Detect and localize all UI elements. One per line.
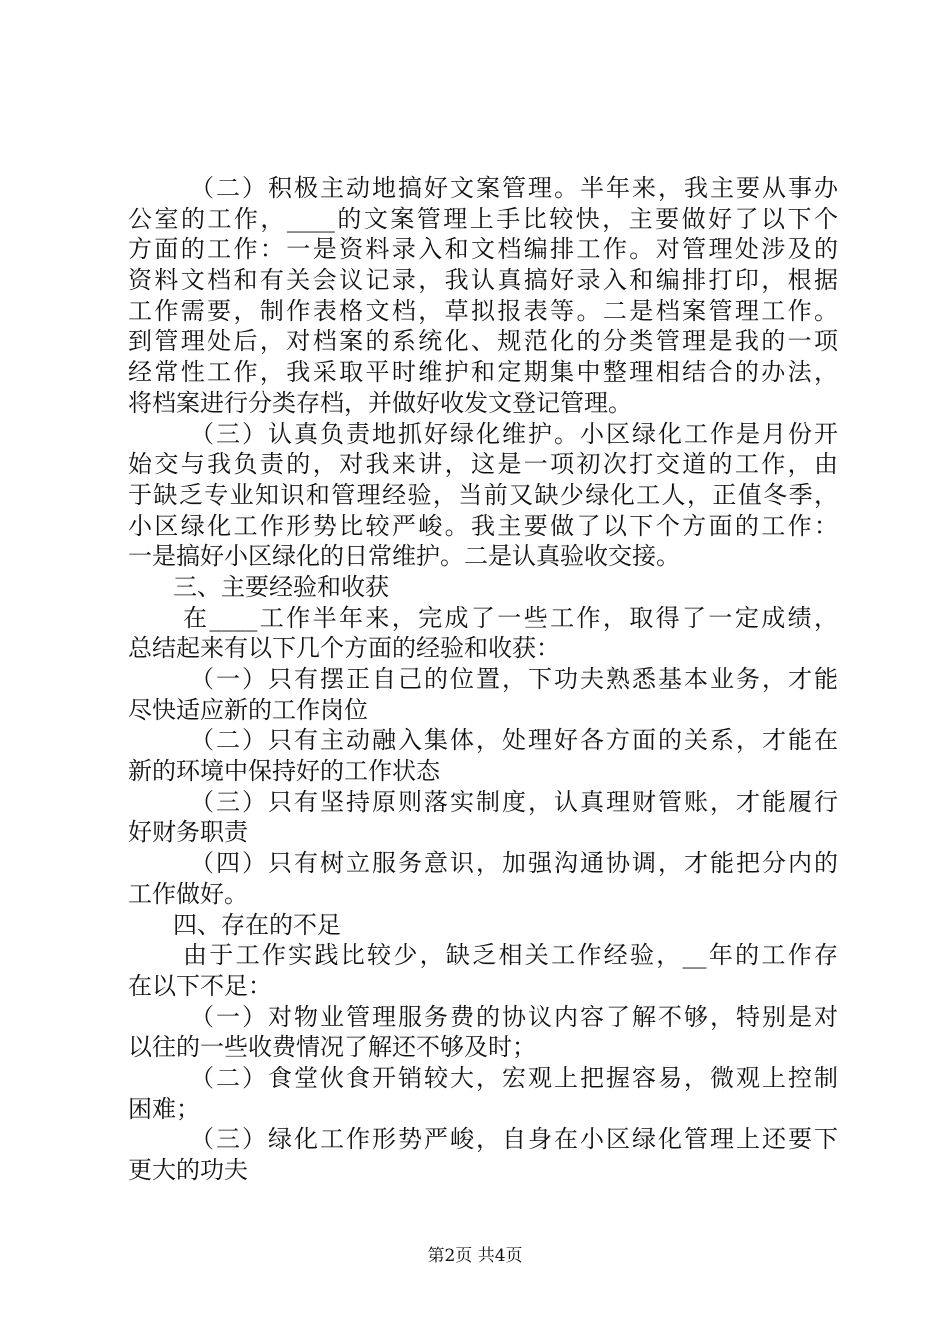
paragraph-line: （二）积极主动地搞好文案管理。半年来，我主要从事办 <box>190 174 838 202</box>
paragraph-line: 困难； <box>128 1094 200 1123</box>
paragraph-line: 小区绿化工作形势比较严峻。我主要做了以下个方面的工作： <box>128 511 838 540</box>
paragraph-line: （一）只有摆正自己的位置，下功夫熟悉基本业务，才能 <box>190 665 838 693</box>
paragraph-line: （四）只有树立服务意识，加强沟通协调，才能把分内的 <box>190 849 838 878</box>
paragraph-line: 由于工作实践比较少，缺乏相关工作经验，__年的工作存 <box>183 941 838 970</box>
paragraph-line: （三）只有坚持原则落实制度，认真理财管账，才能履行 <box>190 787 838 816</box>
section-heading: 四、存在的不足 <box>173 910 341 939</box>
paragraph-line: 经常性工作，我采取平时维护和定期集中整理相结合的办法， <box>128 358 838 387</box>
paragraph-line: 工作做好。 <box>128 879 248 908</box>
paragraph-line: （三）认真负责地抓好绿化维护。小区绿化工作是月份开 <box>190 419 838 448</box>
paragraph-line: 好财务职责 <box>128 818 248 847</box>
section-heading: 三、主要经验和收获 <box>173 572 389 601</box>
paragraph-line: 一是搞好小区绿化的日常维护。二是认真验收交接。 <box>128 542 680 571</box>
paragraph-line: 将档案进行分类存档，并做好收发文登记管理。 <box>128 388 632 417</box>
paragraph-line: 总结起来有以下几个方面的经验和收获： <box>128 634 560 663</box>
paragraph-line: 尽快适应新的工作岗位 <box>128 695 368 724</box>
page-number-footer: 第2页 共4页 <box>427 1246 523 1266</box>
paragraph-line: 以往的一些收费情况了解还不够及时； <box>128 1033 536 1062</box>
paragraph-line: （二）食堂伙食开销较大，宏观上把握容易，微观上控制 <box>190 1063 838 1092</box>
paragraph-line: 资料文档和有关会议记录，我认真搞好录入和编排打印，根据 <box>128 266 838 295</box>
paragraph-line: （三）绿化工作形势严峻，自身在小区绿化管理上还要下 <box>190 1125 838 1154</box>
paragraph-line: （二）只有主动融入集体，处理好各方面的关系，才能在 <box>190 726 838 755</box>
paragraph-line: （一）对物业管理服务费的协议内容了解不够，特别是对 <box>190 1002 838 1031</box>
paragraph-line: 新的环境中保持好的工作状态 <box>128 757 440 786</box>
paragraph-line: 始交与我负责的，对我来讲，这是一项初次打交道的工作，由 <box>128 450 838 479</box>
paragraph-line: 工作需要，制作表格文档，草拟报表等。二是档案管理工作。 <box>128 296 838 325</box>
paragraph-line: 公室的工作，____的文案管理上手比较快，主要做好了以下个 <box>128 204 838 233</box>
paragraph-line: 于缺乏专业知识和管理经验，当前又缺少绿化工人，正值冬季， <box>128 480 838 509</box>
document-body <box>128 173 838 1186</box>
paragraph-line: 到管理处后，对档案的系统化、规范化的分类管理是我的一项 <box>128 327 838 356</box>
paragraph-line: 在____工作半年来，完成了一些工作，取得了一定成绩， <box>183 603 838 632</box>
paragraph-line: 更大的功夫 <box>128 1156 248 1184</box>
paragraph-line: 方面的工作：一是资料录入和文档编排工作。对管理处涉及的 <box>128 235 838 264</box>
paragraph-line: 在以下不足： <box>128 971 272 1000</box>
